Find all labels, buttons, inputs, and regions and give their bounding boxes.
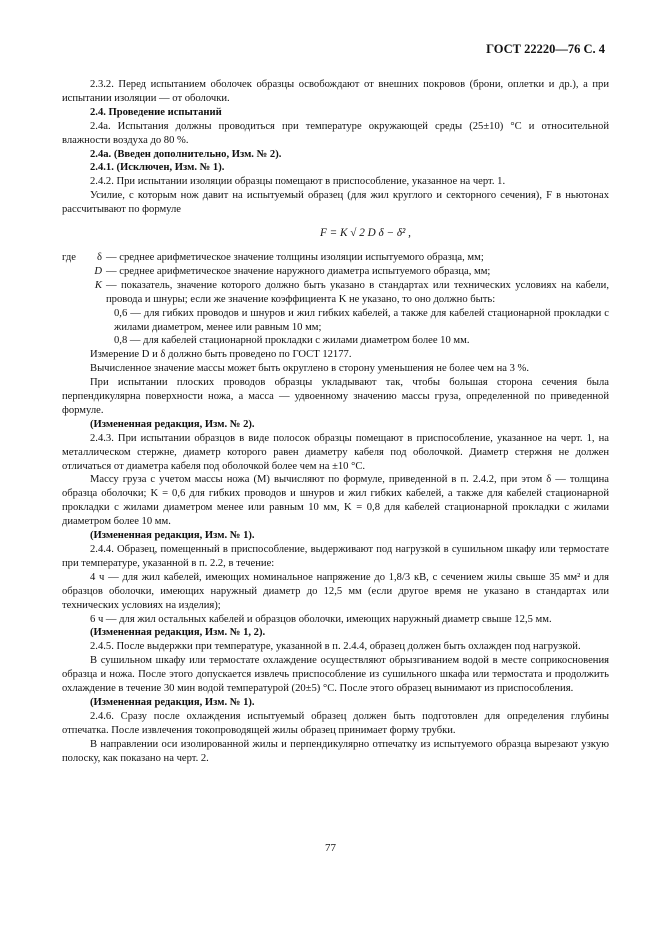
where-label: где [62, 251, 76, 263]
symbol-k: K [94, 279, 102, 291]
k-value-0-6: 0,6 — для гибких проводов и шнуров и жил гибких кабелей, а также для кабелей стационарной прокладки с жилами диаметром, менее или равным 10 мм; [114, 307, 609, 333]
section-heading-2-4: 2.4. Проведение испытаний [90, 106, 222, 118]
symbol-delta: δ [97, 251, 102, 263]
definition-delta [62, 251, 609, 265]
measurement-note: Измерение D и δ должно быть проведено по ГОСТ 12177. [90, 349, 352, 361]
mass-paragraph: Массу груза с учетом массы ножа (M) вычисляют по формуле, приведенной в п. 2.4.2, при этом δ — толщина образца оболочки; K = 0,6 для гибких проводов и шнуров и жил гибких кабелей, а также для кабелей стационарной прокладки с жилами диаметром менее или равным 10 мм, K = 0,8 для кабелей стационарной прокладки с жилами диаметром более 10 мм. [62, 474, 609, 528]
paragraph-2-3-2: 2.3.2. Перед испытанием оболочек образцы освобождают от внешних покровов (брони, оплетки и др.), а при испытании изоляции — от оболочки. [62, 79, 609, 104]
paragraph-2-4-6: 2.4.6. Сразу после охлаждения испытуемый образец должен быть подготовлен для определения глубины отпечатка. После извлечения токопроводящей жилы образец принимает форму трубки. [62, 710, 609, 736]
body-text [62, 78, 609, 766]
amendment-note: 2.4.1. (Исключен, Изм. № 1). [90, 162, 225, 174]
amendment-note: (Измененная редакция, Изм. № 1, 2). [90, 627, 266, 639]
duration-6h: 6 ч — для жил остальных кабелей и образцов оболочки, имеющих наружный диаметр свыше 12,5 мм. [90, 613, 552, 625]
symbol-d: D [94, 265, 102, 277]
definition-text: — среднее арифметическое значение наружного диаметра испытуемого образца, мм; [106, 265, 491, 277]
definition-text: — показатель, значение которого должно быть указано в стандартах или технических условиях на кабели, провода и шнуры; если же значение коэффициента K не указано, то оно должно быть: [106, 279, 609, 305]
paragraph-2-4-5: 2.4.5. После выдержки при температуре, указанной в п. 2.4.4, образец должен быть охлажден под нагрузкой. [90, 641, 581, 653]
page-number: 77 [325, 842, 336, 854]
amendment-note: 2.4а. (Введен дополнительно, Изм. № 2). [90, 148, 282, 160]
definition-d [62, 265, 609, 279]
cooling-paragraph: В сушильном шкафу или термостате охлаждение осуществляют обрызгиванием водой в месте соприкосновения образца и ножа. После этого допускается извлечь приспособление из сушильного шкафа или термостата и продолжить охлаждение в течение 30 мин водой температурой (20±5) °С. После этого образец вынимают из приспособления. [62, 655, 609, 695]
definition-text: — среднее арифметическое значение толщины изоляции испытуемого образца, мм; [106, 251, 484, 263]
k-value-0-8: 0,8 — для кабелей стационарной прокладки с жилами диаметром более 10 мм. [114, 335, 470, 347]
definitions-list [62, 251, 609, 348]
amendment-note: (Измененная редакция, Изм. № 1). [90, 530, 255, 542]
rounding-note: Вычисленное значение массы может быть округлено в сторону уменьшения не более чем на 3 %. [90, 363, 530, 375]
duration-4h: 4 ч — для жил кабелей, имеющих номинальное напряжение до 1,8/3 кВ, с сечением жилы свыше 35 мм² и для образцов оболочки, имеющих наружный диаметр до 12,5 мм (если другое время не указано в стандартах или технических условиях на изделия); [62, 571, 609, 611]
paragraph-2-4a: 2.4а. Испытания должны проводиться при температуре окружающей среды (25±10) °С и относительной влажности воздуха до 80 %. [62, 120, 609, 146]
paragraph-2-4-3: 2.4.3. При испытании образцов в виде полосок образцы помещают в приспособление, указанное на черт. 1, на металлическом стержне, диаметр которого равен диаметру кабеля под оболочкой. Диаметр стержня не должен отличаться от диаметра кабеля под оболочкой более чем на ±10 °С. [62, 432, 609, 472]
strip-cutting-paragraph: В направлении оси изолированной жилы и перпендикулярно отпечатку из испытуемого образца вырезают узкую полоску, как показано на черт. 2. [62, 738, 609, 764]
force-formula: F = K √ 2 D δ − δ² , [320, 227, 411, 240]
flat-wires-paragraph: При испытании плоских проводов образцы укладывают так, чтобы большая сторона сечения была перпендикулярна поверхности ножа, а масса — удвоенному значению массы груза, определенной по приведенной формуле. [62, 377, 609, 416]
amendment-note: (Измененная редакция, Изм. № 1). [90, 696, 255, 708]
paragraph-2-4-4: 2.4.4. Образец, помещенный в приспособление, выдерживают под нагрузкой в сушильном шкафу или термостате при температуре, указанной в п. 2.2, в течение: [62, 544, 609, 569]
paragraph-force: Усилие, с которым нож давит на испытуемый образец (для жил круглого и секторного сечения), F в ньютонах рассчитывают по формуле [62, 190, 609, 216]
amendment-note: (Измененная редакция, Изм. № 2). [90, 418, 255, 430]
definition-k [62, 279, 609, 307]
paragraph-2-4-2: 2.4.2. При испытании изоляции образцы помещают в приспособление, указанное на черт. 1. [90, 176, 506, 188]
running-header: ГОСТ 22220—76 С. 4 [486, 42, 605, 56]
